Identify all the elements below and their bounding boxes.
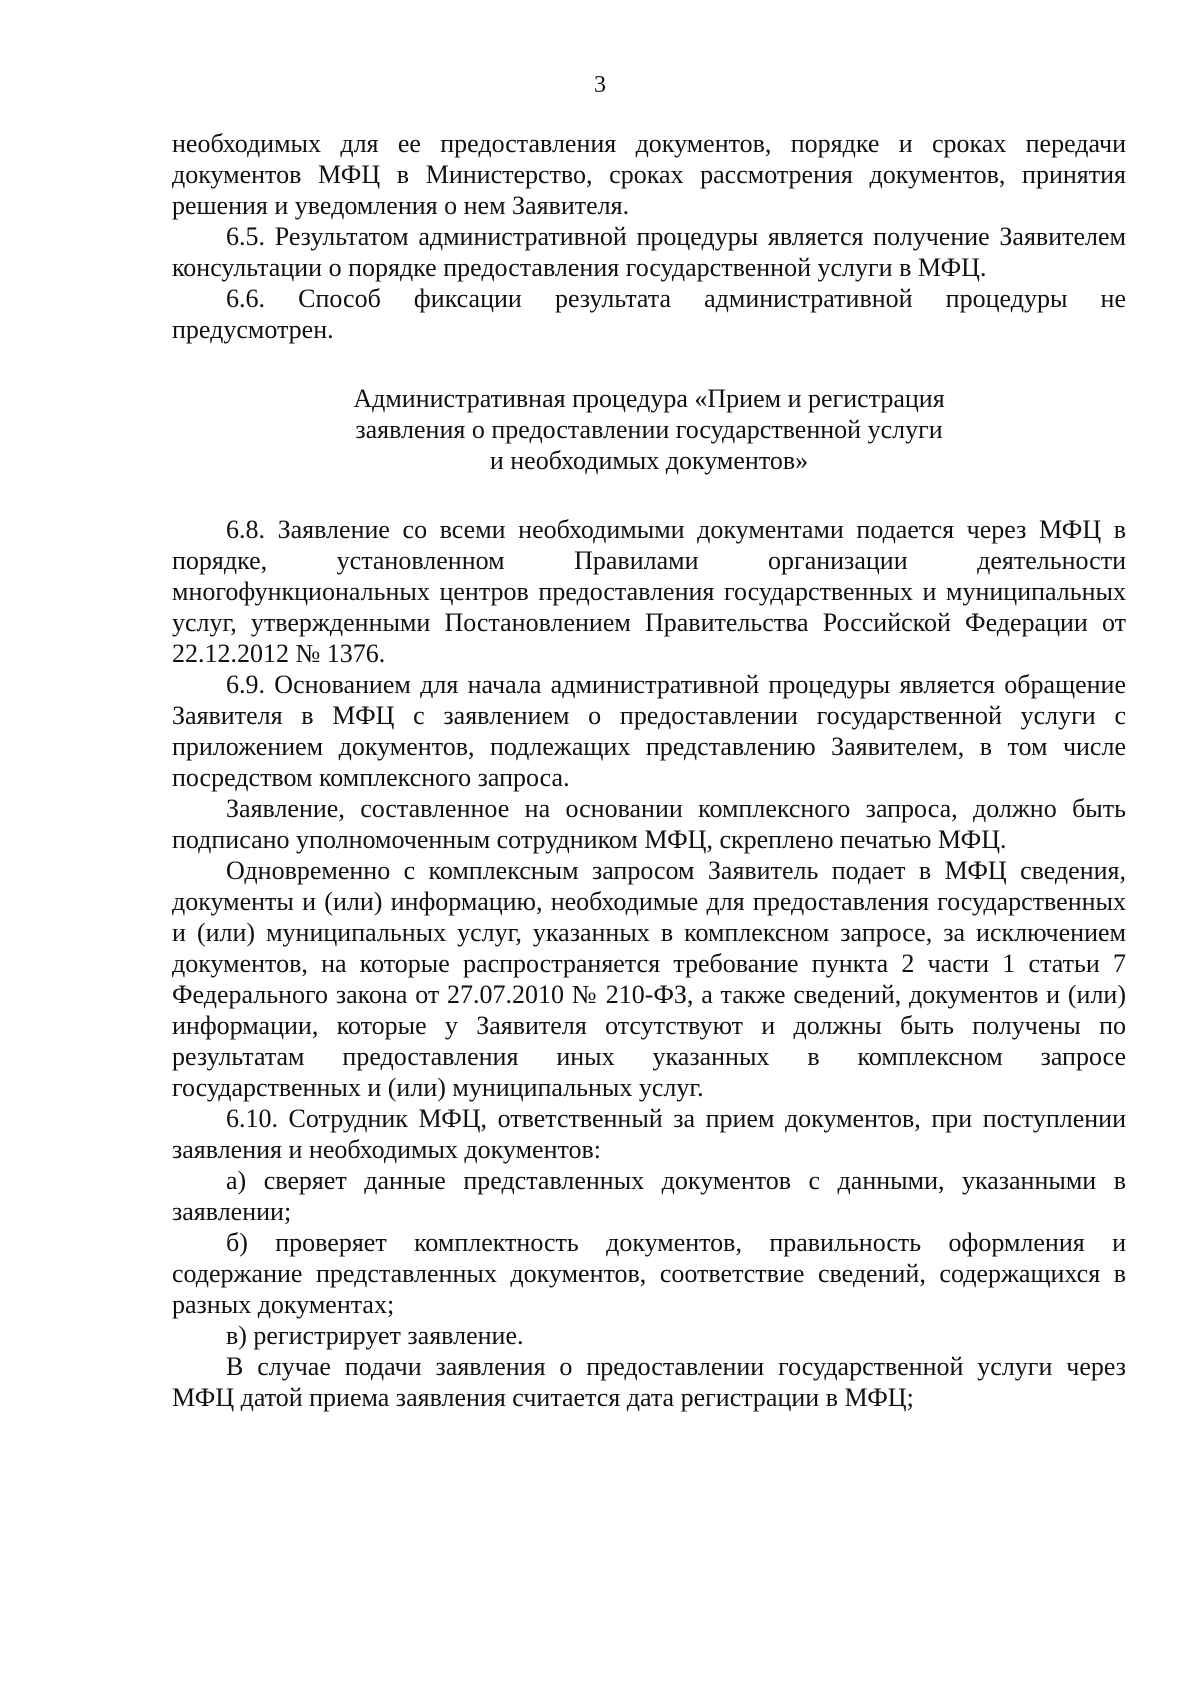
heading-line-1: Административная процедура «Прием и регистрация	[353, 384, 945, 413]
document-body	[172, 128, 1126, 1413]
paragraph-registration-date: В случае подачи заявления о предоставлении государственной услуги через МФЦ датой приема заявления считается дата регистрации в МФЦ;	[172, 1352, 1126, 1412]
paragraph-simultaneously: Одновременно с комплексным запросом Заявитель подает в МФЦ сведения, документы и (или) информацию, необходимые для предоставления государственных и (или) муниципальных услуг, указанных в комплексном запросе, за исключением документов, на которые распространяется требование пункта 2 части 1 статьи 7 Федерального закона от 27.07.2010 № 210-ФЗ, а также сведений, документов и (или) информации, которые у Заявителя отсутствуют и должны быть получены по результатам предоставления иных указанных в комплексном запросе государственных и (или) муниципальных услуг.	[172, 856, 1126, 1102]
list-item-b: б) проверяет комплектность документов, правильность оформления и содержание представленных документов, соответствие сведений, содержащихся в разных документах;	[172, 1228, 1126, 1319]
paragraph-6-6: 6.6. Способ фиксации результата административной процедуры не предусмотрен.	[172, 284, 1126, 344]
page-number: 3	[594, 72, 606, 98]
list-item-a: а) сверяет данные представленных документов с данными, указанными в заявлении;	[172, 1166, 1126, 1226]
paragraph-6-9: 6.9. Основанием для начала административной процедуры является обращение Заявителя в МФЦ с заявлением о предоставлении государственной услуги с приложением документов, подлежащих представлению Заявителем, в том числе посредством комплексного запроса.	[172, 670, 1126, 792]
heading-line-2: заявления о предоставлении государственной услуги	[355, 415, 943, 444]
paragraph-continuation: необходимых для ее предоставления документов, порядке и сроках передачи документов МФЦ в Министерство, сроках рассмотрения документов, принятия решения и уведомления о нем Заявителя.	[172, 129, 1126, 220]
section-heading	[172, 383, 1126, 476]
heading-line-3: и необходимых документов»	[489, 446, 809, 475]
paragraph-6-10: 6.10. Сотрудник МФЦ, ответственный за прием документов, при поступлении заявления и необходимых документов:	[172, 1104, 1126, 1164]
list-item-v: в) регистрирует заявление.	[226, 1321, 524, 1350]
paragraph-complex-request: Заявление, составленное на основании комплексного запроса, должно быть подписано уполномоченным сотрудником МФЦ, скреплено печатью МФЦ.	[172, 794, 1126, 854]
paragraph-6-5: 6.5. Результатом административной процедуры является получение Заявителем консультации о порядке предоставления государственной услуги в МФЦ.	[172, 222, 1126, 282]
paragraph-6-8: 6.8. Заявление со всеми необходимыми документами подается через МФЦ в порядке, установленном Правилами организации деятельности многофункциональных центров предоставления государственных и муниципальных услуг, утвержденными Постановлением Правительства Российской Федерации от 22.12.2012 № 1376.	[172, 515, 1126, 668]
